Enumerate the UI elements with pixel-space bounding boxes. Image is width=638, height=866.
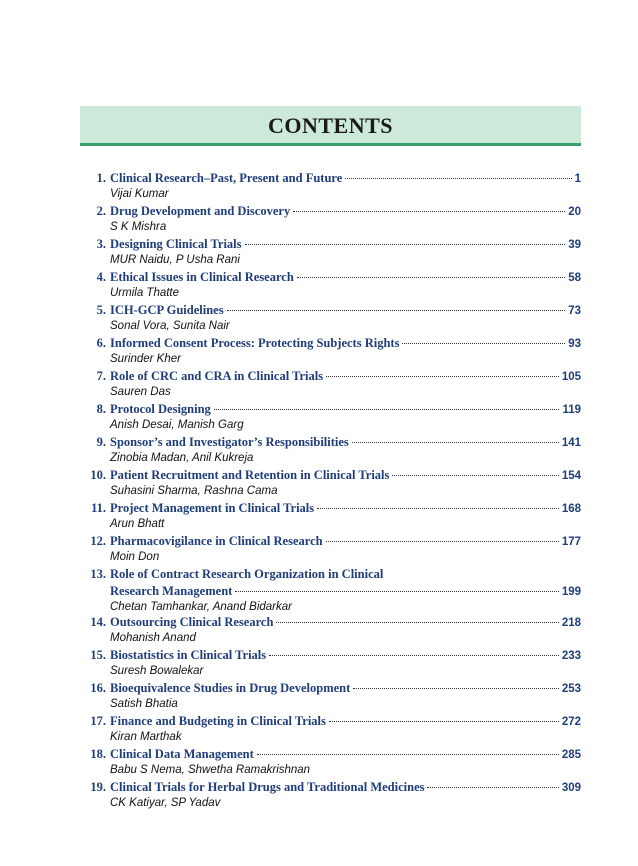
chapter-number: 4. bbox=[96, 270, 106, 284]
toc-entry[interactable] bbox=[80, 335, 581, 368]
dot-leader bbox=[326, 541, 559, 542]
chapter-authors: Satish Bhatia bbox=[110, 698, 178, 710]
chapter-authors: Urmila Thatte bbox=[110, 287, 180, 299]
dot-leader bbox=[257, 754, 559, 755]
chapter-title-continued[interactable]: Research Management bbox=[110, 584, 233, 598]
toc-entry[interactable] bbox=[80, 779, 581, 812]
page-number: 119 bbox=[562, 404, 581, 416]
page-number: 1 bbox=[574, 173, 581, 185]
chapter-title[interactable]: Sponsor’s and Investigator’s Responsibilities bbox=[110, 435, 349, 449]
dot-leader bbox=[293, 211, 565, 212]
toc-entry[interactable] bbox=[80, 236, 581, 269]
toc-entry[interactable] bbox=[80, 170, 581, 203]
dot-leader bbox=[402, 343, 565, 344]
dot-leader bbox=[297, 277, 565, 278]
chapter-number: 1. bbox=[96, 171, 106, 185]
dot-leader bbox=[392, 475, 558, 476]
chapter-title[interactable]: Drug Development and Discovery bbox=[110, 204, 291, 218]
dot-leader bbox=[214, 409, 560, 410]
page-title: CONTENTS bbox=[267, 113, 394, 138]
chapter-authors: Chetan Tamhankar, Anand Bidarkar bbox=[110, 601, 292, 613]
chapter-title[interactable]: Pharmacovigilance in Clinical Research bbox=[110, 534, 323, 548]
toc-entry[interactable] bbox=[80, 746, 581, 779]
dot-leader bbox=[353, 688, 559, 689]
dot-leader bbox=[326, 376, 559, 377]
page-number: 177 bbox=[561, 536, 581, 548]
toc-entry[interactable] bbox=[80, 368, 581, 401]
toc-entry[interactable] bbox=[80, 269, 581, 302]
chapter-title[interactable]: Designing Clinical Trials bbox=[110, 237, 242, 251]
chapter-title[interactable]: Patient Recruitment and Retention in Clinical Trials bbox=[110, 468, 390, 482]
chapter-number: 15. bbox=[90, 648, 106, 662]
chapter-title[interactable]: Outsourcing Clinical Research bbox=[110, 615, 274, 629]
table-of-contents bbox=[80, 170, 581, 812]
page-number: 285 bbox=[561, 749, 581, 761]
chapter-title[interactable]: Clinical Research–Past, Present and Future bbox=[110, 171, 343, 185]
chapter-number: 16. bbox=[90, 681, 106, 695]
chapter-number: 10. bbox=[90, 468, 106, 482]
toc-entry[interactable] bbox=[80, 566, 581, 614]
page-number: 233 bbox=[561, 650, 581, 662]
chapter-title[interactable]: Finance and Budgeting in Clinical Trials bbox=[110, 714, 326, 728]
chapter-authors: Suhasini Sharma, Rashna Cama bbox=[110, 485, 278, 497]
page-number: 199 bbox=[561, 586, 581, 598]
chapter-authors: Babu S Nema, Shwetha Ramakrishnan bbox=[110, 764, 311, 776]
dot-leader bbox=[329, 721, 559, 722]
chapter-number: 17. bbox=[90, 714, 106, 728]
chapter-title[interactable]: Bioequivalence Studies in Drug Development bbox=[110, 681, 351, 695]
dot-leader bbox=[317, 508, 559, 509]
chapter-number: 2. bbox=[96, 204, 106, 218]
chapter-number: 7. bbox=[96, 369, 106, 383]
chapter-title[interactable]: Project Management in Clinical Trials bbox=[110, 501, 315, 515]
toc-entry[interactable] bbox=[80, 467, 581, 500]
page-number: 154 bbox=[561, 470, 581, 482]
chapter-title[interactable]: Biostatistics in Clinical Trials bbox=[110, 648, 267, 662]
toc-entry[interactable] bbox=[80, 680, 581, 713]
chapter-title[interactable]: ICH-GCP Guidelines bbox=[110, 303, 224, 317]
page-number: 105 bbox=[561, 371, 581, 383]
chapter-authors: CK Katiyar, SP Yadav bbox=[110, 797, 221, 809]
page-number: 309 bbox=[561, 782, 581, 794]
chapter-authors: Mohanish Anand bbox=[110, 632, 196, 644]
chapter-number: 19. bbox=[90, 780, 106, 794]
page-number: 253 bbox=[561, 683, 581, 695]
chapter-number: 18. bbox=[90, 747, 106, 761]
dot-leader bbox=[427, 787, 558, 788]
dot-leader bbox=[345, 178, 571, 179]
chapter-title[interactable]: Role of CRC and CRA in Clinical Trials bbox=[110, 369, 324, 383]
chapter-title[interactable]: Clinical Trials for Herbal Drugs and Traditional Medicines bbox=[110, 780, 425, 794]
chapter-authors: Suresh Bowalekar bbox=[110, 665, 204, 677]
chapter-authors: Sauren Das bbox=[110, 386, 171, 398]
chapter-title[interactable]: Ethical Issues in Clinical Research bbox=[110, 270, 294, 284]
chapter-number: 14. bbox=[90, 615, 106, 629]
chapter-number: 11. bbox=[91, 501, 106, 515]
page-number: 58 bbox=[568, 272, 581, 284]
chapter-authors: Zinobia Madan, Anil Kukreja bbox=[110, 452, 254, 464]
toc-entry[interactable] bbox=[80, 647, 581, 680]
dot-leader bbox=[227, 310, 566, 311]
chapter-number: 5. bbox=[96, 303, 106, 317]
toc-entry[interactable] bbox=[80, 401, 581, 434]
toc-entry[interactable] bbox=[80, 434, 581, 467]
page-number: 20 bbox=[568, 206, 581, 218]
chapter-authors: Arun Bhatt bbox=[110, 518, 165, 530]
dot-leader bbox=[235, 591, 559, 592]
page-number: 93 bbox=[568, 338, 581, 350]
dot-leader bbox=[352, 442, 559, 443]
toc-entry[interactable] bbox=[80, 203, 581, 236]
chapter-number: 8. bbox=[96, 402, 106, 416]
chapter-authors: Moin Don bbox=[110, 551, 160, 563]
contents-header bbox=[80, 106, 581, 146]
toc-entry[interactable] bbox=[80, 713, 581, 746]
chapter-authors: Sonal Vora, Sunita Nair bbox=[110, 320, 230, 332]
chapter-title[interactable]: Informed Consent Process: Protecting Subjects Rights bbox=[110, 336, 400, 350]
toc-entry[interactable] bbox=[80, 614, 581, 647]
chapter-number: 9. bbox=[96, 435, 106, 449]
chapter-authors: Surinder Kher bbox=[110, 353, 181, 365]
chapter-authors: MUR Naidu, P Usha Rani bbox=[110, 254, 240, 266]
chapter-title[interactable]: Clinical Data Management bbox=[110, 747, 254, 761]
chapter-number: 12. bbox=[90, 534, 106, 548]
dot-leader bbox=[245, 244, 566, 245]
chapter-number: 3. bbox=[96, 237, 106, 251]
page-number: 141 bbox=[561, 437, 581, 449]
chapter-title[interactable]: Role of Contract Research Organization in Clinical bbox=[110, 567, 384, 581]
page-number: 73 bbox=[568, 305, 581, 317]
chapter-number: 6. bbox=[96, 336, 106, 350]
page-number: 39 bbox=[568, 239, 581, 251]
toc-entry[interactable] bbox=[80, 500, 581, 533]
toc-entry[interactable] bbox=[80, 302, 581, 335]
dot-leader bbox=[269, 655, 559, 656]
page-number: 168 bbox=[561, 503, 581, 515]
chapter-authors: Anish Desai, Manish Garg bbox=[110, 419, 244, 431]
chapter-authors: Kiran Marthak bbox=[110, 731, 182, 743]
chapter-title[interactable]: Protocol Designing bbox=[110, 402, 211, 416]
chapter-authors: S K Mishra bbox=[110, 221, 167, 233]
toc-entry[interactable] bbox=[80, 533, 581, 566]
chapter-number: 13. bbox=[90, 567, 106, 581]
page-number: 218 bbox=[561, 617, 581, 629]
dot-leader bbox=[276, 622, 558, 623]
chapter-authors: Vijai Kumar bbox=[110, 188, 169, 200]
page-number: 272 bbox=[561, 716, 581, 728]
